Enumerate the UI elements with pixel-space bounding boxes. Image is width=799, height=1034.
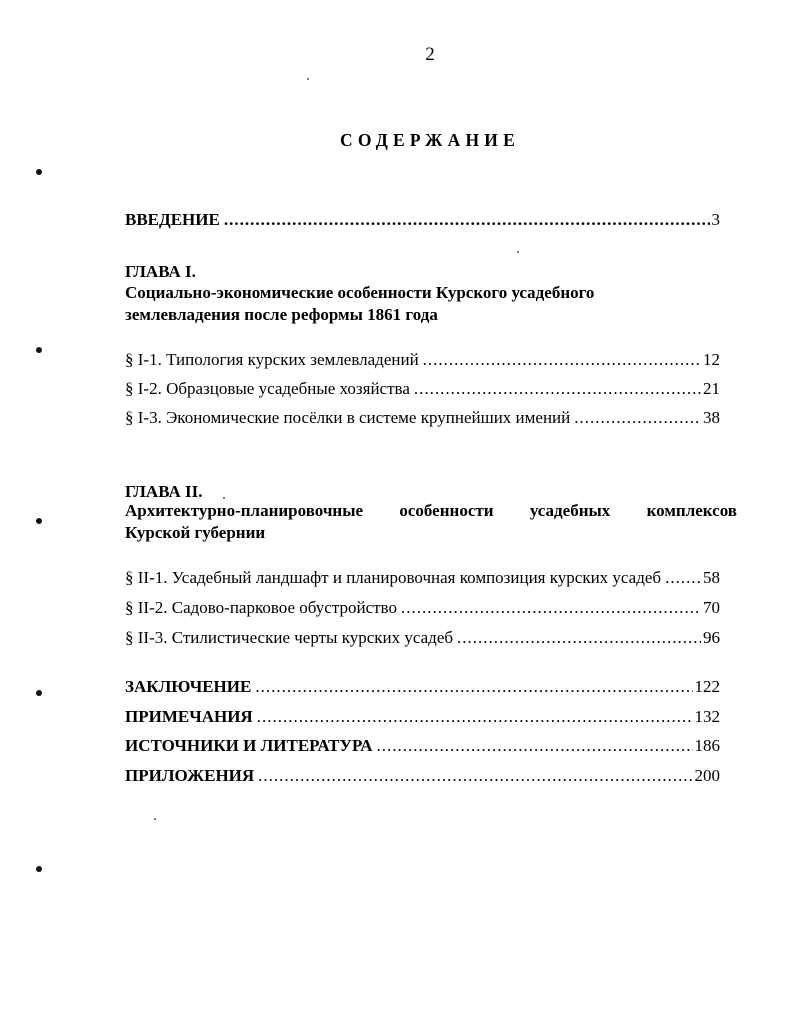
toc-entry-page: 200 bbox=[694, 766, 720, 785]
toc-entry-page: 38 bbox=[703, 408, 720, 427]
toc-conclusion[interactable] bbox=[125, 677, 720, 699]
toc-entry-label: ПРИМЕЧАНИЯ bbox=[125, 707, 253, 726]
toc-entry-page: 58 bbox=[703, 568, 720, 587]
dot-leader bbox=[224, 210, 710, 230]
chapter-2-title-line bbox=[125, 500, 737, 522]
dot-leader bbox=[414, 379, 701, 399]
toc-entry-label: ИСТОЧНИКИ И ЛИТЕРАТУРА bbox=[125, 736, 373, 755]
toc-entry-label: § I-2. Образцовые усадебные хозяйства bbox=[125, 379, 410, 398]
dot-leader bbox=[401, 598, 701, 618]
toc-sources[interactable] bbox=[125, 736, 720, 758]
dot-leader bbox=[376, 736, 692, 756]
binding-hole-mark bbox=[36, 518, 42, 524]
binding-hole-mark bbox=[36, 690, 42, 696]
toc-entry-label: ЗАКЛЮЧЕНИЕ bbox=[125, 677, 252, 696]
chapter-2-title-word: усадебных bbox=[529, 501, 611, 520]
toc-notes[interactable] bbox=[125, 707, 720, 729]
chapter-2-title-line: Курской губернии bbox=[125, 523, 266, 542]
dot-leader bbox=[258, 766, 692, 786]
chapter-2-title-word: особенности bbox=[399, 501, 494, 520]
scan-speck bbox=[517, 251, 519, 253]
chapter-1-heading: ГЛАВА I. bbox=[125, 262, 196, 281]
toc-entry-label: ВВЕДЕНИЕ bbox=[125, 210, 220, 229]
toc-entry-page: 3 bbox=[711, 210, 720, 229]
binding-hole-mark bbox=[36, 347, 42, 353]
dot-leader bbox=[423, 350, 701, 370]
dot-leader bbox=[665, 568, 701, 588]
toc-entry-page: 96 bbox=[703, 628, 720, 647]
chapter-1-title-line: землевладения после реформы 1861 года bbox=[125, 305, 438, 324]
toc-entry-label: § II-3. Стилистические черты курских усадеб bbox=[125, 628, 454, 647]
toc-introduction[interactable] bbox=[125, 210, 720, 232]
toc-section-2-3[interactable] bbox=[125, 628, 720, 650]
toc-entry-label: § I-1. Типология курских землевладений bbox=[125, 350, 419, 369]
toc-entry-page: 132 bbox=[694, 707, 720, 726]
binding-hole-mark bbox=[36, 169, 42, 175]
toc-entry-label: § II-1. Усадебный ландшафт и планировочная композиция курских усадеб bbox=[125, 568, 662, 587]
toc-entry-label: ПРИЛОЖЕНИЯ bbox=[125, 766, 255, 785]
toc-section-1-1[interactable] bbox=[125, 350, 720, 372]
chapter-2-heading: ГЛАВА II. bbox=[125, 482, 203, 501]
dot-leader bbox=[574, 408, 701, 428]
chapter-2-title-word: комплексов bbox=[646, 501, 737, 520]
toc-section-2-2[interactable] bbox=[125, 598, 720, 620]
toc-entry-page: 186 bbox=[694, 736, 720, 755]
toc-appendices[interactable] bbox=[125, 766, 720, 788]
chapter-1-title-line: Социально-экономические особенности Курского усадебного bbox=[125, 283, 595, 302]
chapter-2-title-word: Архитектурно-планировочные bbox=[125, 501, 364, 520]
toc-entry-page: 12 bbox=[703, 350, 720, 369]
chapter-1-title bbox=[125, 282, 737, 326]
binding-hole-mark bbox=[36, 866, 42, 872]
scan-speck bbox=[223, 497, 225, 499]
page-number: 2 bbox=[425, 44, 435, 65]
toc-entry-page: 21 bbox=[703, 379, 720, 398]
chapter-2-title bbox=[125, 500, 737, 544]
dot-leader bbox=[255, 677, 692, 697]
toc-section-2-1[interactable] bbox=[125, 568, 720, 590]
toc-entry-page: 122 bbox=[694, 677, 720, 696]
toc-section-1-3[interactable] bbox=[125, 408, 720, 430]
toc-entry-label: § I-3. Экономические посёлки в системе крупнейших имений bbox=[125, 408, 571, 427]
page-title: СОДЕРЖАНИЕ bbox=[339, 130, 520, 150]
dot-leader bbox=[457, 628, 701, 648]
dot-leader bbox=[257, 707, 693, 727]
toc-entry-page: 70 bbox=[703, 598, 720, 617]
toc-section-1-2[interactable] bbox=[125, 379, 720, 401]
scan-speck bbox=[154, 818, 156, 820]
scan-speck bbox=[307, 78, 309, 80]
toc-entry-label: § II-2. Садово-парковое обустройство bbox=[125, 598, 397, 617]
